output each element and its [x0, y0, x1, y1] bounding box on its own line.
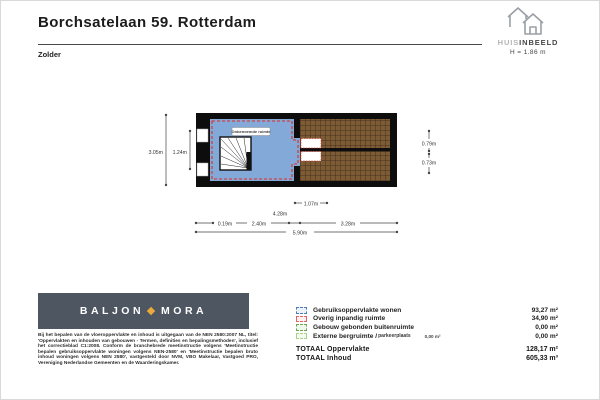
brand-light: HUIS — [497, 38, 520, 47]
floor-name: Zolder — [38, 50, 61, 59]
legend-label: Overig inpandig ruimte — [313, 315, 386, 323]
legend-value: 93,27 m² — [531, 306, 558, 314]
area-legend — [296, 306, 558, 363]
closet-box-bottom — [301, 152, 321, 162]
dim-seg1: 0.19m — [217, 221, 233, 228]
total-inhoud-row — [296, 354, 558, 363]
legend-value: 34,90 m² — [531, 315, 558, 323]
legend-value: 0,00 m² — [535, 323, 558, 331]
floorplan-drawing — [140, 104, 460, 244]
dim-total: 5.90m — [292, 230, 308, 237]
total-value: 605,33 m³ — [526, 355, 558, 363]
brand-logo — [478, 38, 578, 47]
legend-inline-value: 0,00 m² — [424, 333, 441, 339]
dim-seg3: 3.28m — [340, 221, 356, 228]
total-label: TOTAAL Inhoud — [296, 355, 352, 363]
roof-window-bottom — [197, 163, 208, 176]
legend-swatch-green-icon — [296, 324, 307, 331]
diamond-icon — [147, 306, 155, 314]
legend-label-small: parkeerplaats — [378, 333, 411, 340]
closet-box-top — [301, 139, 321, 149]
dim-seg2: 2.40m — [251, 221, 267, 228]
page-title: Borchsatelaan 59. Rotterdam — [38, 14, 257, 31]
legend-totals — [296, 345, 558, 363]
agency-name-right: MORA — [161, 305, 208, 317]
mid-wall-bottom — [294, 166, 300, 181]
legend-label: Gebruiksoppervlakte wonen — [313, 306, 402, 314]
dim-right-bottom: 0.73m — [421, 160, 437, 167]
legend-swatch-red-icon — [296, 316, 307, 323]
legend-label: Gebouw gebonden buitenruimte — [313, 323, 415, 331]
staircase — [220, 137, 251, 170]
legend-swatch-blue-icon — [296, 307, 307, 314]
legend-swatch-lightgreen-icon — [296, 333, 307, 340]
legend-value: 0,00 m² — [535, 332, 558, 340]
brand-bold: INBEELD — [519, 38, 559, 47]
measurement-disclaimer: Bij het bepalen van de vloeroppervlakte en inhoud is uitgegaan van de NEN 2580:2007 NL, titel: 'Oppervlakten en inhouden van gebouwen - Termen, definities en bepalingsmethoden', inclusief het correctieblad C1:2008. Conform de branchebrede meetinstructie volgens 'Meetinstructie bepalen gebruiksoppervlakte woningen volgens NEN-2580' en 'Meetinstructie bepalen bruto inhoud woningen volgens NEN 2580', vastgesteld door NVM, VBO Makelaar, Vastgoed PRO, Vereniging Nederlandse Gemeenten en de Waarderingskamer. — [38, 333, 258, 366]
dim-mid: 4.28m — [272, 211, 288, 218]
legend-row-wonen — [296, 306, 558, 315]
room-label: Onbenoemde ruimte — [231, 129, 271, 134]
total-oppervlakte-row — [296, 345, 558, 354]
dim-right-top: 0.79m — [421, 141, 437, 148]
roof-window-top — [197, 129, 208, 142]
total-label: TOTAAL Oppervlakte — [296, 346, 370, 354]
legend-row-buitenruimte — [296, 323, 558, 332]
mid-wall-top — [294, 119, 300, 138]
dim-left-inner: 1.24m — [172, 150, 187, 156]
agency-name-left: BALJON — [79, 305, 145, 317]
dim-notch: 1.07m — [303, 201, 319, 208]
legend-row-bergruimte — [296, 332, 558, 341]
dim-left-outer: 3.05m — [148, 150, 163, 156]
ceiling-height-note: H = 1.86 m — [510, 49, 546, 56]
legend-row-overig — [296, 315, 558, 324]
legend-label: Externe bergruimte / — [313, 332, 378, 340]
houses-outline-icon — [504, 5, 548, 37]
total-value: 128,17 m² — [526, 346, 558, 354]
storage-divider-wall — [300, 148, 390, 152]
header-divider — [38, 44, 482, 45]
agency-logo — [38, 293, 249, 329]
